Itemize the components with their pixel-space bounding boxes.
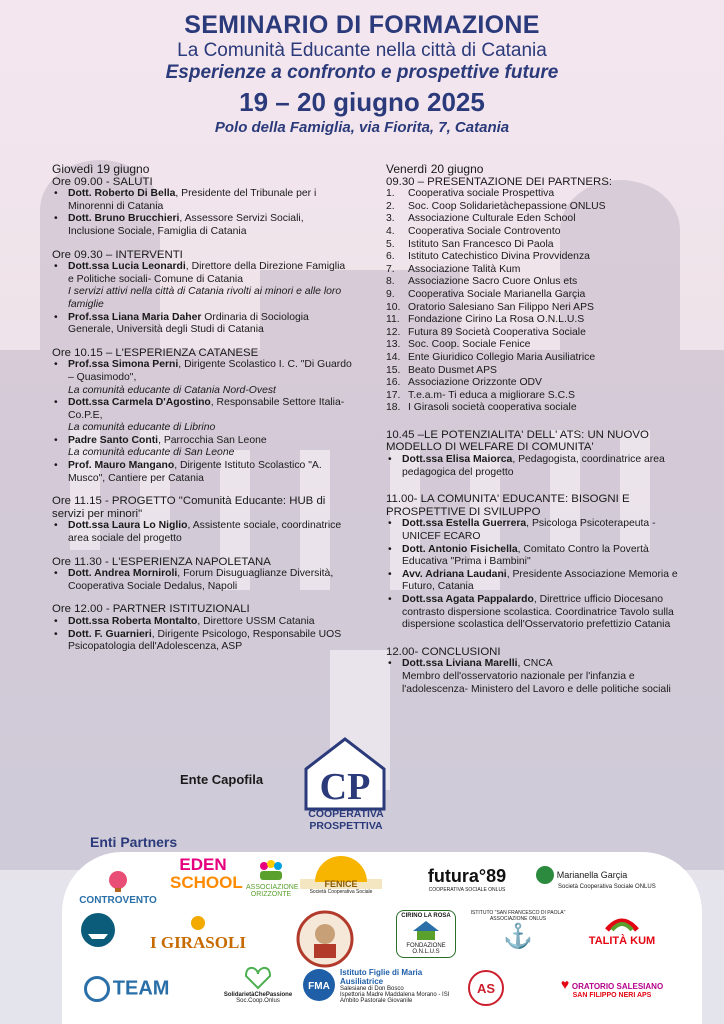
- speaker-item: • Dott.ssa Estella Guerrera, Psicologa Psicoterapeuta - UNICEF ECARO: [386, 518, 696, 543]
- partner-list-item: [386, 390, 696, 403]
- team-logo: TEAM: [84, 976, 194, 1002]
- people-icon: [256, 858, 286, 882]
- heart-icon: ♥: [560, 976, 570, 992]
- session-title: Ore 12.00 - PARTNER ISTITUZIONALI: [52, 603, 250, 616]
- oratorio-salesiano-logo: ♥ ORATORIO SALESIANO SAN FILIPPO NERI APS: [560, 976, 664, 999]
- svg-text:CP: CP: [319, 766, 371, 808]
- list-number: 2.: [386, 200, 395, 212]
- list-number: 8.: [386, 276, 395, 288]
- partner-list-item: [386, 302, 696, 315]
- sun-icon: [301, 852, 381, 882]
- hands-icon: [602, 912, 642, 932]
- partners-panel: [62, 852, 702, 1024]
- session-title: Ore 11.15 - PROGETTO "Comunità Educante: HUB di servizi per minori": [52, 495, 326, 520]
- speaker-item: • Dott. Antonio Fisichella, Comitato Contro la Povertà Educativa "Prima i Bambini": [386, 544, 696, 569]
- beato-dusmet-logo: [294, 910, 356, 971]
- list-number: 6.: [386, 251, 395, 263]
- partner-name: Associazione Talità Kum: [408, 263, 521, 275]
- svg-text:AS: AS: [476, 981, 496, 996]
- partner-name: Associazione Orizzonte ODV: [408, 377, 542, 389]
- sunflower-icon: [183, 914, 213, 930]
- partner-name: Istituto San Francesco Di Paola: [408, 238, 554, 250]
- partner-name: T.e.a.m- Ti educa a migliorare S.C.S: [408, 389, 575, 401]
- team-circle-icon: [84, 976, 110, 1002]
- partner-list-item: [386, 201, 696, 214]
- list-number: 7.: [386, 263, 395, 275]
- marianella-garcia-logo: Marianella Garçia Società Cooperativa Sociale ONLUS: [536, 866, 686, 890]
- orizzonte-logo: ASSOCIAZIONE ORIZZONTE: [246, 858, 296, 898]
- session-potenzialita: [386, 429, 696, 479]
- partner-name: Futura 89 Società Cooperativa Sociale: [408, 326, 586, 338]
- speaker-item: • Prof. Mauro Mangano, Dirigente Istituto Scolastico "A. Musco", Cantiere per Catania: [52, 460, 352, 485]
- portrait-seal-icon: [296, 910, 354, 968]
- list-number: 5.: [386, 238, 395, 250]
- header: [0, 10, 724, 138]
- divina-provvidenza-logo: ISTITUTO "SAN FRANCESCO DI PAOLA" ASSOCIAZIONE ONLUS ⚓: [468, 910, 568, 951]
- fenice-logo: FENICE Società Cooperativa Sociale: [300, 852, 382, 895]
- partner-list-item: [386, 377, 696, 390]
- balloon-icon: [103, 870, 133, 892]
- session-title: 09.30 – PRESENTAZIONE DEI PARTNERS:: [386, 175, 612, 188]
- partner-list-item: [386, 327, 696, 340]
- partner-name: Beato Dusmet APS: [408, 364, 497, 376]
- partner-list-item: [386, 402, 696, 415]
- event-date: 19 – 20 giugno 2025: [239, 87, 485, 117]
- partner-list-item: [386, 365, 696, 378]
- speaker-item: • Dott.ssa Roberta Montalto, Direttore USSM Catania: [52, 616, 352, 629]
- anchor-icon: ⚓: [503, 923, 533, 950]
- session-partner-istituzionali: [52, 603, 352, 653]
- partner-name: Cooperativa Sociale Controvento: [408, 225, 561, 237]
- session-title: Ore 10.15 – L'ESPERIENZA CATANESE: [52, 346, 259, 359]
- session-title: 11.00- LA COMUNITA' EDUCANTE: BISOGNI E PROSPETTIVE DI SVILUPPO: [386, 493, 630, 518]
- svg-text:FMA: FMA: [308, 981, 330, 992]
- speaker-item: • Dott.ssa Agata Pappalardo, Direttrice ufficio Diocesano contrasto dispersione scolastica. Coordinatrice Tavolo sulla dispersione scolastica dell'Osservatorio prefettizio Catania: [386, 594, 696, 632]
- speaker-item: • Dott.ssa Lucia Leonardi, Direttore della Direzione Famiglia e Politiche sociali- Comune di Catania I servizi attivi nella città di Catania rivolti ai minori e alle loro famiglie: [52, 261, 352, 311]
- heart-seal-icon: [468, 970, 504, 1006]
- ship-icon: [80, 912, 116, 948]
- futura89-logo: futura°89 COOPERATIVA SOCIALE ONLUS: [427, 866, 507, 893]
- house-icon: [411, 919, 441, 941]
- partner-name: I Girasoli società cooperativa sociale: [408, 402, 577, 414]
- partners-label: Enti Partners: [90, 834, 178, 850]
- partner-name: Oratorio Salesiano San Filippo Neri APS: [408, 301, 594, 313]
- talita-kum-logo: TALITÀ KUM: [582, 912, 662, 947]
- partner-list-item: [386, 339, 696, 352]
- capofila-label: Ente Capofila: [180, 772, 264, 787]
- partner-name: Istituto Catechistico Divina Provvidenza: [408, 251, 590, 263]
- list-number: 18.: [386, 402, 401, 414]
- partner-list-item: [386, 289, 696, 302]
- session-progetto: [52, 495, 352, 545]
- list-number: 1.: [386, 188, 395, 200]
- list-number: 16.: [386, 377, 401, 389]
- partner-list-item: [386, 314, 696, 327]
- partner-list-item: [386, 276, 696, 289]
- speaker-item: • Dott. F. Guarnieri, Dirigente Psicologo, Responsabile UOS Psicopatologia dell'Adolescenza, ASP: [52, 629, 352, 654]
- session-saluti: [52, 176, 352, 239]
- globe-icon: [302, 968, 336, 1002]
- controvento-logo: CONTROVENTO: [78, 870, 158, 906]
- list-number: 13.: [386, 339, 401, 351]
- session-title: 10.45 –LE POTENZIALITA' DELL' ATS: UN NUOVO MODELLO DI WELFARE DI COMUNITA': [386, 428, 649, 454]
- partner-name: Cooperativa sociale Prospettiva: [408, 188, 555, 200]
- leaf-icon: [536, 866, 554, 884]
- solidarieta-logo: SolidarietàChePassione Soc.Coop.Onlus: [208, 964, 308, 1004]
- speaker-item: • Dott.ssa Elisa Maiorca, Pedagogista, coordinatrice area pedagogica del progetto: [386, 454, 696, 479]
- speaker-item: • Dott. Bruno Brucchieri, Assessore Servizi Sociali, Inclusione Sociale, Famiglia di Catania: [52, 213, 352, 238]
- speaker-item: • Padre Santo Conti, Parrocchia San Leone La comunità educante di San Leone: [52, 435, 352, 460]
- speaker-item: • Dott.ssa Laura Lo Niglio, Assistente sociale, coordinatrice area sociale del progetto: [52, 520, 352, 545]
- speaker-item: • Dott. Andrea Morniroli, Forum Disuguaglianze Diversità, Cooperativa Sociale Dedalus, Napoli: [52, 568, 352, 593]
- list-number: 9.: [386, 288, 395, 300]
- list-number: 17.: [386, 389, 401, 401]
- session-conclusioni: [386, 646, 696, 696]
- session-title: 12.00- CONCLUSIONI: [386, 645, 501, 658]
- list-number: 14.: [386, 351, 401, 363]
- session-comunita-educante: [386, 493, 696, 632]
- partner-name: Soc. Coop Solidarietàchepassione ONLUS: [408, 200, 606, 212]
- speaker-item: • Dott.ssa Carmela D'Agostino, Responsabile Settore Italia- Co.P.E, La comunità educante di Librino: [52, 397, 352, 435]
- speaker-item: • Prof.ssa Liana Maria Daher Ordinaria di Sociologia Generale, Università degli Studi di Catania: [52, 312, 352, 337]
- day-heading: Venerdì 20 giugno: [386, 162, 484, 176]
- list-number: 3.: [386, 213, 395, 225]
- partner-list-item: [386, 352, 696, 365]
- partner-list-item: [386, 264, 696, 277]
- list-number: 10.: [386, 301, 401, 313]
- partner-list-item: [386, 239, 696, 252]
- session-title: Ore 09.30 – INTERVENTI: [52, 248, 183, 261]
- session-esperienza-catanese: [52, 347, 352, 486]
- page-title: SEMINARIO DI FORMAZIONE: [184, 11, 540, 39]
- partner-name: Associazione Culturale Eden School: [408, 213, 576, 225]
- speaker-item: • Prof.ssa Simona Perni, Dirigente Scolastico I. C. "Di Guardo – Quasimodo", La comunità educante di Catania Nord-Ovest: [52, 359, 352, 397]
- san-francesco-logo: [78, 912, 118, 951]
- speaker-item: • Dott. Roberto Di Bella, Presidente del Tribunale per i Minorenni di Catania: [52, 188, 352, 213]
- session-interventi: [52, 249, 352, 337]
- session-title: Ore 11.30 - L'ESPERIENZA NAPOLETANA: [52, 555, 271, 568]
- fma-logo: FMA Istituto Figlie di Maria Ausiliatrice Salesiane di Don Bosco Ispettoria Madre Maddalena Morano - ISI Ambito Pastorale Giovanile: [302, 968, 462, 1004]
- heart-hands-icon: [243, 964, 273, 990]
- tagline: Esperienze a confronto e prospettive future: [165, 62, 559, 83]
- sacro-cuore-logo: [466, 970, 506, 1009]
- partner-name: Cooperativa Sociale Marianella Garçia: [408, 288, 586, 300]
- list-number: 15.: [386, 364, 401, 376]
- list-number: 11.: [386, 314, 400, 326]
- partner-list-item: [386, 226, 696, 239]
- partner-name: Fondazione Cirino La Rosa O.N.L.U.S: [408, 314, 585, 326]
- day-heading: Giovedì 19 giugno: [52, 162, 150, 176]
- program-day-1: [52, 163, 352, 664]
- session-presentazione-partners: [386, 176, 696, 415]
- partner-list-item: [386, 251, 696, 264]
- subtitle: La Comunità Educante nella città di Catania: [177, 40, 547, 61]
- partner-list-item: [386, 188, 696, 201]
- speaker-item: • Dott.ssa Liviana Marelli, CNCA Membro dell'osservatorio nazionale per l'infanzia e l'adolescenza- Ministero del Lavoro e delle politiche sociali: [386, 658, 696, 696]
- partner-name: Ente Giuridico Collegio Maria Ausiliatrice: [408, 351, 596, 363]
- eden-school-logo: EDEN SCHOOL: [170, 855, 243, 892]
- list-number: 4.: [386, 225, 395, 237]
- event-place: Polo della Famiglia, via Fiorita, 7, Catania: [214, 119, 510, 136]
- cirino-la-rosa-logo: CIRINO LA ROSA FONDAZIONE O.N.L.U.S: [396, 910, 456, 958]
- speaker-item: • Avv. Adriana Laudani, Presidente Associazione Memoria e Futuro, Catania: [386, 569, 696, 594]
- i-girasoli-logo: I GIRASOLI: [148, 914, 248, 953]
- partner-name: Soc. Coop. Sociale Fenice: [408, 339, 531, 351]
- partner-list: [386, 188, 696, 415]
- partner-name: Associazione Sacro Cuore Onlus ets: [408, 276, 578, 288]
- cooperativa-prospettiva-name: COOPERATIVA PROSPETTIVA: [308, 808, 384, 832]
- session-title: Ore 09.00 - SALUTI: [52, 175, 153, 188]
- program-day-2: [386, 163, 696, 706]
- partner-list-item: [386, 213, 696, 226]
- session-esperienza-napoletana: [52, 556, 352, 594]
- list-number: 12.: [386, 326, 401, 338]
